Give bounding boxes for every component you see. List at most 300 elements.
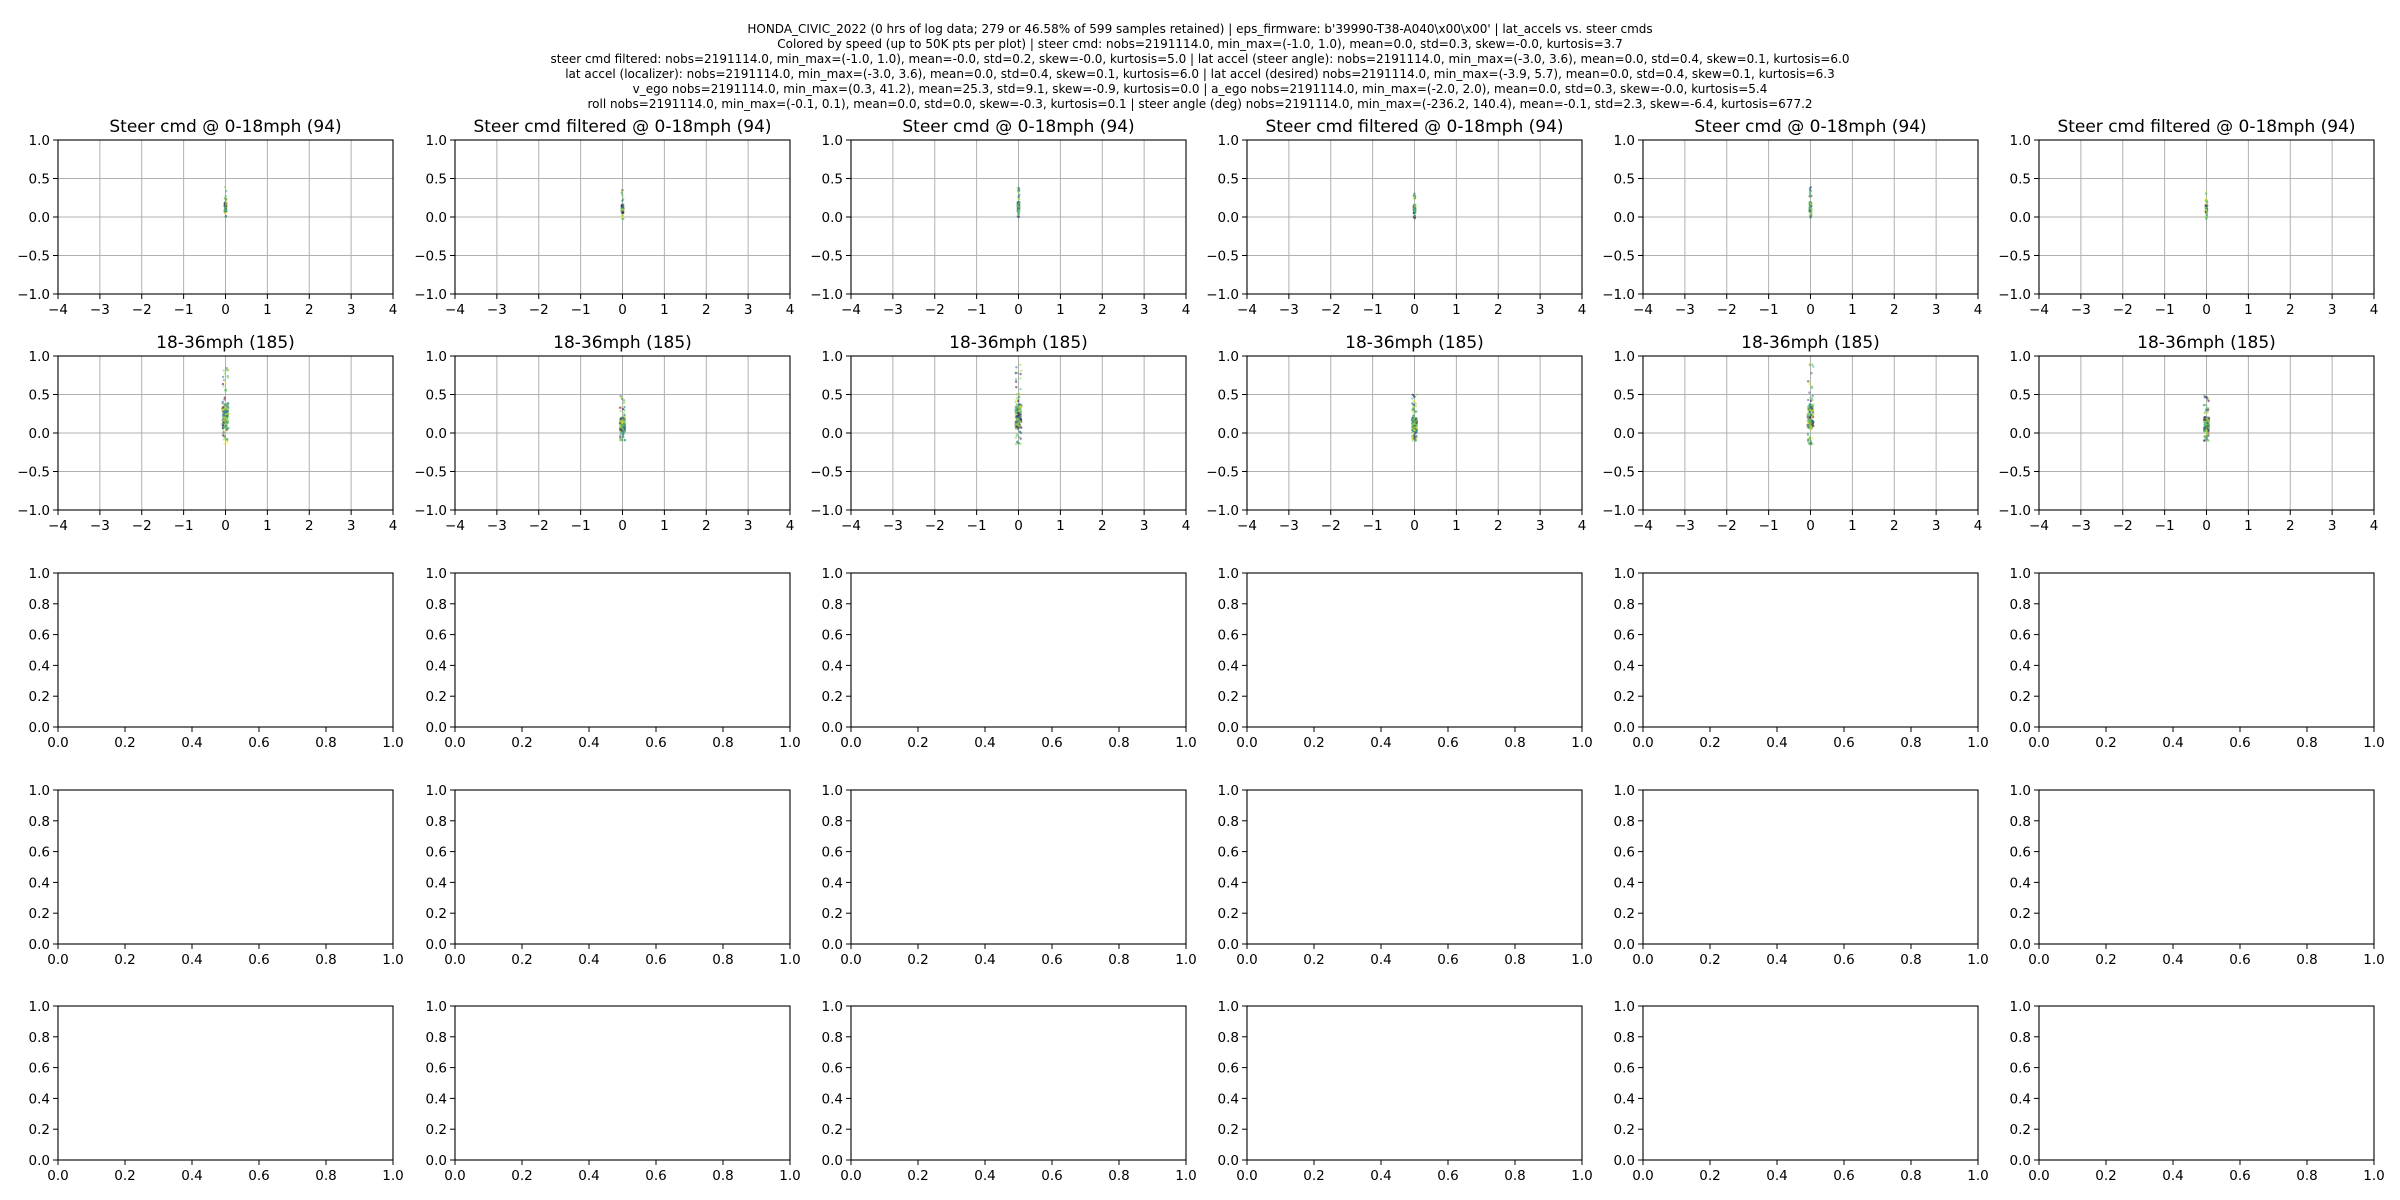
x-tick-label: 0.4 bbox=[1370, 1168, 1392, 1184]
scatter-point bbox=[1017, 400, 1019, 402]
x-tick-label: −1 bbox=[1362, 518, 1383, 534]
x-tick-label: 0.6 bbox=[1833, 1168, 1855, 1184]
scatter-point bbox=[2205, 218, 2207, 220]
panel-title: Steer cmd @ 0-18mph (94) bbox=[902, 117, 1135, 137]
empty-axes-panel bbox=[1614, 566, 1989, 751]
x-tick-label: 4 bbox=[2369, 518, 2379, 534]
x-tick-label: 0.8 bbox=[315, 952, 337, 968]
scatter-point bbox=[226, 417, 228, 419]
scatter-point bbox=[1019, 364, 1021, 366]
axes-frame bbox=[455, 573, 790, 727]
scatter-point bbox=[2205, 200, 2207, 202]
y-tick-label: 0.5 bbox=[28, 387, 50, 404]
empty-axes-panel bbox=[1614, 783, 1989, 968]
scatter-point bbox=[225, 201, 227, 203]
x-tick-label: −1 bbox=[1758, 518, 1779, 534]
y-tick-label: 0.6 bbox=[425, 844, 447, 861]
panel-title: Steer cmd @ 0-18mph (94) bbox=[109, 117, 342, 137]
y-tick-label: 0.6 bbox=[1217, 627, 1239, 644]
y-tick-label: 0.0 bbox=[2009, 426, 2031, 442]
y-tick-label: 1.0 bbox=[2009, 133, 2031, 149]
y-tick-label: −0.5 bbox=[17, 464, 50, 481]
y-tick-label: 0.4 bbox=[1217, 1091, 1239, 1108]
scatter-point bbox=[619, 407, 621, 409]
scatter-point bbox=[223, 438, 225, 440]
x-tick-label: −4 bbox=[2029, 518, 2049, 534]
scatter-point bbox=[227, 402, 229, 404]
x-tick-label: −3 bbox=[486, 518, 507, 534]
x-tick-label: 0.4 bbox=[974, 735, 996, 751]
axes-frame bbox=[1247, 573, 1582, 727]
y-tick-label: 1.0 bbox=[425, 349, 447, 365]
y-tick-label: 0.6 bbox=[821, 844, 843, 861]
x-tick-label: 3 bbox=[1139, 302, 1149, 318]
scatter-point bbox=[1413, 209, 1415, 211]
scatter-point bbox=[621, 212, 623, 214]
x-tick-label: −4 bbox=[841, 518, 861, 534]
x-tick-label: 0.2 bbox=[1303, 952, 1325, 968]
y-tick-label: 0.0 bbox=[1217, 426, 1239, 442]
y-tick-label: −0.5 bbox=[1602, 248, 1635, 265]
scatter-point bbox=[227, 421, 229, 423]
scatter-point bbox=[2203, 439, 2205, 441]
x-tick-label: 2 bbox=[1097, 302, 1107, 318]
x-tick-label: 0.0 bbox=[1236, 952, 1258, 968]
y-tick-label: 0.2 bbox=[28, 689, 50, 706]
x-tick-label: −2 bbox=[131, 302, 152, 318]
scatter-point bbox=[1809, 214, 1811, 216]
x-tick-label: 0.8 bbox=[1900, 1168, 1922, 1184]
scatter-point bbox=[1018, 403, 1020, 405]
scatter-point bbox=[1808, 391, 1810, 393]
scatter-point bbox=[225, 190, 227, 192]
x-tick-label: −4 bbox=[48, 518, 68, 534]
y-tick-label: 0.0 bbox=[28, 1153, 50, 1169]
y-tick-label: 0.0 bbox=[425, 1153, 447, 1169]
y-tick-label: 0.6 bbox=[28, 1060, 50, 1077]
x-tick-label: −4 bbox=[1237, 518, 1257, 534]
suptitle-line: HONDA_CIVIC_2022 (0 hrs of log data; 279 or 46.58% of 599 samples retained) | eps_firmware: b'39990-T38-A040\x00\x00' | lat_accels vs. steer cmds bbox=[747, 22, 1653, 36]
x-tick-label: 0.8 bbox=[712, 1168, 734, 1184]
scatter-point bbox=[222, 385, 224, 387]
y-tick-label: 0.4 bbox=[2009, 658, 2031, 675]
scatter-point bbox=[1017, 195, 1019, 197]
scatter-point bbox=[2206, 398, 2208, 400]
x-tick-label: 0.6 bbox=[1437, 1168, 1459, 1184]
scatter-point bbox=[222, 431, 224, 433]
y-tick-label: 1.0 bbox=[2009, 999, 2031, 1015]
y-tick-label: 0.2 bbox=[1217, 906, 1239, 923]
scatter-point bbox=[623, 414, 625, 416]
x-tick-label: 1.0 bbox=[779, 952, 801, 968]
x-tick-label: 1 bbox=[263, 518, 272, 534]
suptitle-line: lat accel (localizer): nobs=2191114.0, min_max=(-3.0, 3.6), mean=0.0, std=0.4, skew=0.1, kurtosis=6.0 | lat accel (desired) nobs=2191114.0, min_max=(-3.9, 5.7), mean=0.0, std=0.4, skew=0.1, kurtosis=6.3 bbox=[565, 67, 1835, 81]
scatter-point bbox=[224, 382, 226, 384]
x-tick-label: 0.4 bbox=[974, 952, 996, 968]
x-tick-label: 1 bbox=[263, 302, 272, 318]
empty-axes-panel bbox=[2010, 783, 2385, 968]
scatter-point bbox=[1018, 216, 1020, 218]
x-tick-label: 0.0 bbox=[444, 1168, 466, 1184]
scatter-point bbox=[1018, 187, 1020, 189]
x-tick-label: 4 bbox=[1181, 518, 1191, 534]
empty-axes-panel bbox=[1218, 783, 1593, 968]
y-tick-label: −0.5 bbox=[414, 464, 447, 481]
x-tick-label: 0 bbox=[2202, 518, 2211, 534]
scatter-point bbox=[1412, 439, 1414, 441]
scatter-point bbox=[621, 430, 623, 432]
scatter-point bbox=[1020, 370, 1022, 372]
y-tick-label: −0.5 bbox=[17, 248, 50, 265]
x-tick-label: 3 bbox=[1139, 518, 1149, 534]
scatter-point bbox=[224, 204, 226, 206]
x-tick-label: 0.2 bbox=[511, 952, 533, 968]
scatter-point bbox=[1415, 426, 1417, 428]
scatter-point bbox=[223, 419, 225, 421]
y-tick-label: 0.2 bbox=[821, 689, 843, 706]
scatter-panel bbox=[810, 117, 1190, 318]
x-tick-label: 0 bbox=[221, 302, 230, 318]
scatter-point bbox=[1809, 436, 1811, 438]
x-tick-label: 0.0 bbox=[444, 735, 466, 751]
scatter-point bbox=[1810, 407, 1812, 409]
x-tick-label: 1.0 bbox=[382, 1168, 404, 1184]
scatter-point bbox=[1015, 437, 1017, 439]
scatter-point bbox=[2206, 412, 2208, 414]
x-tick-label: 0.8 bbox=[1108, 952, 1130, 968]
scatter-point bbox=[1810, 442, 1812, 444]
y-tick-label: 0.5 bbox=[425, 171, 447, 188]
x-tick-label: −2 bbox=[131, 518, 152, 534]
panel-title: 18-36mph (185) bbox=[949, 333, 1088, 353]
x-tick-label: 0.8 bbox=[1108, 1168, 1130, 1184]
y-tick-label: 1.0 bbox=[821, 349, 843, 365]
scatter-point bbox=[1809, 428, 1811, 430]
scatter-point bbox=[1413, 411, 1415, 413]
empty-axes-panel bbox=[29, 783, 404, 968]
scatter-point bbox=[1411, 427, 1413, 429]
y-tick-label: −1.0 bbox=[1602, 503, 1635, 519]
y-tick-label: 1.0 bbox=[1217, 566, 1239, 582]
x-tick-label: −3 bbox=[486, 302, 507, 318]
x-tick-label: −2 bbox=[528, 518, 549, 534]
scatter-point bbox=[1014, 401, 1016, 403]
y-tick-label: 0.0 bbox=[2009, 720, 2031, 736]
scatter-point bbox=[2206, 407, 2208, 409]
axes-frame bbox=[1643, 573, 1978, 727]
scatter-panel bbox=[810, 333, 1190, 534]
scatter-point bbox=[1412, 403, 1414, 405]
panel-title: 18-36mph (185) bbox=[2137, 333, 2276, 353]
axes-frame bbox=[851, 790, 1186, 944]
scatter-point bbox=[1812, 365, 1814, 367]
scatter-point bbox=[2207, 420, 2209, 422]
axes-frame bbox=[1247, 1006, 1582, 1160]
scatter-point bbox=[1015, 371, 1017, 373]
y-tick-label: 0.2 bbox=[425, 689, 447, 706]
x-tick-label: −2 bbox=[1320, 518, 1341, 534]
scatter-point bbox=[1811, 397, 1813, 399]
scatter-point bbox=[620, 438, 622, 440]
x-tick-label: 1.0 bbox=[1175, 735, 1197, 751]
x-tick-label: 0.6 bbox=[2229, 1168, 2251, 1184]
scatter-point bbox=[1019, 388, 1021, 390]
y-tick-label: 0.8 bbox=[2009, 1029, 2031, 1046]
scatter-point bbox=[2205, 404, 2207, 406]
y-tick-label: 0.8 bbox=[2009, 813, 2031, 830]
scatter-point bbox=[621, 214, 623, 216]
y-tick-label: 0.5 bbox=[1217, 171, 1239, 188]
x-tick-label: 2 bbox=[1889, 302, 1899, 318]
x-tick-label: −2 bbox=[2112, 518, 2133, 534]
x-tick-label: 0.4 bbox=[181, 1168, 203, 1184]
y-tick-label: 0.5 bbox=[821, 171, 843, 188]
y-tick-label: 0.6 bbox=[2009, 1060, 2031, 1077]
scatter-point bbox=[1413, 429, 1415, 431]
y-tick-label: 1.0 bbox=[28, 349, 50, 365]
scatter-point bbox=[1811, 395, 1813, 397]
y-tick-label: 1.0 bbox=[821, 783, 843, 799]
x-tick-label: 0.4 bbox=[2162, 952, 2184, 968]
y-tick-label: 0.0 bbox=[425, 720, 447, 736]
scatter-panel bbox=[1998, 333, 2378, 534]
x-tick-label: 0.8 bbox=[315, 1168, 337, 1184]
x-tick-label: 0.8 bbox=[2296, 952, 2318, 968]
x-tick-label: 0.2 bbox=[907, 952, 929, 968]
x-tick-label: 0.4 bbox=[1766, 735, 1788, 751]
y-tick-label: 0.2 bbox=[1217, 689, 1239, 706]
y-tick-label: 0.6 bbox=[1613, 627, 1635, 644]
x-tick-label: 0.4 bbox=[2162, 735, 2184, 751]
scatter-point bbox=[1810, 202, 1812, 204]
x-tick-label: 1.0 bbox=[1967, 1168, 1989, 1184]
scatter-point bbox=[1020, 432, 1022, 434]
x-tick-label: 0.4 bbox=[181, 735, 203, 751]
panel-title: 18-36mph (185) bbox=[1741, 333, 1880, 353]
x-tick-label: 0.2 bbox=[907, 1168, 929, 1184]
scatter-point bbox=[1018, 212, 1020, 214]
y-tick-label: 0.4 bbox=[28, 658, 50, 675]
panel-title: Steer cmd @ 0-18mph (94) bbox=[1694, 117, 1927, 137]
scatter-point bbox=[620, 204, 622, 206]
y-tick-label: −0.5 bbox=[1206, 248, 1239, 265]
x-tick-label: 0.6 bbox=[645, 735, 667, 751]
scatter-point bbox=[622, 408, 624, 410]
y-tick-label: 0.4 bbox=[821, 875, 843, 892]
scatter-point bbox=[1015, 427, 1017, 429]
x-tick-label: 4 bbox=[1577, 518, 1587, 534]
x-tick-label: −4 bbox=[445, 302, 465, 318]
scatter-point bbox=[2205, 192, 2207, 194]
y-tick-label: 0.5 bbox=[425, 387, 447, 404]
scatter-panel bbox=[1206, 333, 1586, 534]
x-tick-label: 0.2 bbox=[1699, 952, 1721, 968]
empty-axes-panel bbox=[29, 999, 404, 1184]
x-tick-label: 0.2 bbox=[511, 1168, 533, 1184]
scatter-point bbox=[224, 396, 226, 398]
x-tick-label: −2 bbox=[1716, 302, 1737, 318]
scatter-point bbox=[1017, 205, 1019, 207]
y-tick-label: 0.5 bbox=[1613, 171, 1635, 188]
x-tick-label: 1.0 bbox=[779, 1168, 801, 1184]
axes-frame bbox=[58, 790, 393, 944]
scatter-point bbox=[621, 397, 623, 399]
x-tick-label: 3 bbox=[1535, 302, 1545, 318]
y-tick-label: 0.8 bbox=[2009, 596, 2031, 613]
x-tick-label: 0.0 bbox=[2028, 1168, 2050, 1184]
x-tick-label: 1 bbox=[1452, 518, 1461, 534]
y-tick-label: 0.6 bbox=[1613, 844, 1635, 861]
scatter-point bbox=[225, 210, 227, 212]
scatter-point bbox=[1015, 386, 1017, 388]
y-tick-label: −0.5 bbox=[1602, 464, 1635, 481]
scatter-point bbox=[226, 369, 228, 371]
scatter-point bbox=[1412, 422, 1414, 424]
scatter-point bbox=[1811, 419, 1813, 421]
scatter-point bbox=[1415, 418, 1417, 420]
y-tick-label: 0.4 bbox=[425, 1091, 447, 1108]
y-tick-label: 0.8 bbox=[1217, 813, 1239, 830]
y-tick-label: 0.6 bbox=[1217, 1060, 1239, 1077]
x-tick-label: −3 bbox=[1674, 518, 1695, 534]
scatter-point bbox=[1807, 399, 1809, 401]
x-tick-label: 4 bbox=[388, 302, 398, 318]
x-tick-label: 0.6 bbox=[1041, 952, 1063, 968]
y-tick-label: 0.8 bbox=[28, 813, 50, 830]
empty-axes-panel bbox=[2010, 999, 2385, 1184]
x-tick-label: 0.2 bbox=[907, 735, 929, 751]
x-tick-label: 4 bbox=[388, 518, 398, 534]
x-tick-label: 0.2 bbox=[511, 735, 533, 751]
scatter-point bbox=[224, 186, 226, 188]
scatter-point bbox=[1016, 397, 1018, 399]
y-tick-label: 0.6 bbox=[1613, 1060, 1635, 1077]
scatter-point bbox=[1416, 393, 1418, 395]
x-tick-label: 0.6 bbox=[1437, 735, 1459, 751]
empty-axes-panel bbox=[1218, 999, 1593, 1184]
scatter-point bbox=[1018, 436, 1020, 438]
y-tick-label: 1.0 bbox=[1613, 566, 1635, 582]
empty-axes-panel bbox=[426, 566, 801, 751]
scatter-point bbox=[1413, 418, 1415, 420]
scatter-point bbox=[1017, 442, 1019, 444]
x-tick-label: 0.8 bbox=[712, 952, 734, 968]
x-tick-label: 0.4 bbox=[1766, 1168, 1788, 1184]
axes-frame bbox=[58, 1006, 393, 1160]
scatter-point bbox=[1017, 191, 1019, 193]
x-tick-label: 1 bbox=[1056, 302, 1065, 318]
x-tick-label: 0.6 bbox=[248, 952, 270, 968]
scatter-point bbox=[1017, 201, 1019, 203]
y-tick-label: 0.4 bbox=[425, 658, 447, 675]
suptitle-line: Colored by speed (up to 50K pts per plot) | steer cmd: nobs=2191114.0, min_max=(-1.0, 1.0), mean=0.0, std=0.3, skew=-0.0, kurtosis=3.7 bbox=[777, 37, 1623, 51]
x-tick-label: 2 bbox=[1889, 518, 1899, 534]
y-tick-label: −1.0 bbox=[414, 503, 447, 519]
scatter-point bbox=[1411, 397, 1413, 399]
scatter-point bbox=[1807, 426, 1809, 428]
scatter-point bbox=[623, 439, 625, 441]
empty-axes-panel bbox=[2010, 566, 2385, 751]
scatter-panel bbox=[1602, 117, 1982, 318]
x-tick-label: 4 bbox=[1181, 302, 1191, 318]
y-tick-label: 0.2 bbox=[2009, 1122, 2031, 1139]
y-tick-label: 0.0 bbox=[425, 937, 447, 953]
scatter-point bbox=[1811, 363, 1813, 365]
scatter-point bbox=[622, 433, 624, 435]
scatter-point bbox=[2207, 423, 2209, 425]
scatter-point bbox=[2206, 437, 2208, 439]
y-tick-label: 0.6 bbox=[821, 627, 843, 644]
x-tick-label: 0.6 bbox=[1041, 1168, 1063, 1184]
x-tick-label: 0.8 bbox=[1504, 952, 1526, 968]
scatter-panel bbox=[414, 333, 794, 534]
x-tick-label: −3 bbox=[2070, 518, 2091, 534]
scatter-point bbox=[224, 372, 226, 374]
y-tick-label: 1.0 bbox=[425, 566, 447, 582]
y-tick-label: 0.4 bbox=[2009, 875, 2031, 892]
scatter-point bbox=[1017, 412, 1019, 414]
scatter-point bbox=[223, 443, 225, 445]
scatter-point bbox=[1807, 380, 1809, 382]
x-tick-label: −3 bbox=[882, 518, 903, 534]
y-tick-label: 0.0 bbox=[1217, 937, 1239, 953]
x-tick-label: 1.0 bbox=[1571, 952, 1593, 968]
x-tick-label: 3 bbox=[2327, 302, 2337, 318]
y-tick-label: −0.5 bbox=[1998, 248, 2031, 265]
scatter-point bbox=[1415, 410, 1417, 412]
y-tick-label: 0.0 bbox=[28, 937, 50, 953]
scatter-point bbox=[622, 435, 624, 437]
x-tick-label: 0.6 bbox=[1041, 735, 1063, 751]
scatter-point bbox=[622, 424, 624, 426]
empty-axes-panel bbox=[822, 783, 1197, 968]
x-tick-label: −4 bbox=[2029, 302, 2049, 318]
scatter-point bbox=[222, 376, 224, 378]
x-tick-label: 0.6 bbox=[2229, 735, 2251, 751]
axes-frame bbox=[1643, 790, 1978, 944]
y-tick-label: 0.2 bbox=[425, 1122, 447, 1139]
x-tick-label: −2 bbox=[924, 518, 945, 534]
y-tick-label: 0.6 bbox=[425, 1060, 447, 1077]
y-tick-label: 0.8 bbox=[1217, 596, 1239, 613]
x-tick-label: 0.0 bbox=[840, 1168, 862, 1184]
scatter-point bbox=[1415, 405, 1417, 407]
x-tick-label: 3 bbox=[1931, 302, 1941, 318]
x-tick-label: 0.2 bbox=[114, 1168, 136, 1184]
axes-frame bbox=[58, 573, 393, 727]
y-tick-label: 0.6 bbox=[425, 627, 447, 644]
y-tick-label: 0.8 bbox=[425, 596, 447, 613]
y-tick-label: 0.2 bbox=[28, 1122, 50, 1139]
y-tick-label: 1.0 bbox=[1613, 349, 1635, 365]
scatter-point bbox=[2207, 435, 2209, 437]
y-tick-label: 0.4 bbox=[821, 1091, 843, 1108]
x-tick-label: 1.0 bbox=[779, 735, 801, 751]
scatter-point bbox=[1017, 428, 1019, 430]
y-tick-label: −1.0 bbox=[810, 287, 843, 303]
x-tick-label: 0.8 bbox=[1900, 952, 1922, 968]
y-tick-label: 0.4 bbox=[1613, 658, 1635, 675]
y-tick-label: 0.6 bbox=[2009, 844, 2031, 861]
x-tick-label: 1.0 bbox=[1175, 952, 1197, 968]
x-tick-label: −1 bbox=[1758, 302, 1779, 318]
x-tick-label: 0.8 bbox=[712, 735, 734, 751]
y-tick-label: 0.2 bbox=[28, 906, 50, 923]
y-tick-label: 0.2 bbox=[2009, 689, 2031, 706]
x-tick-label: 0.0 bbox=[1632, 1168, 1654, 1184]
empty-axes-panel bbox=[822, 566, 1197, 751]
y-tick-label: 1.0 bbox=[1613, 999, 1635, 1015]
